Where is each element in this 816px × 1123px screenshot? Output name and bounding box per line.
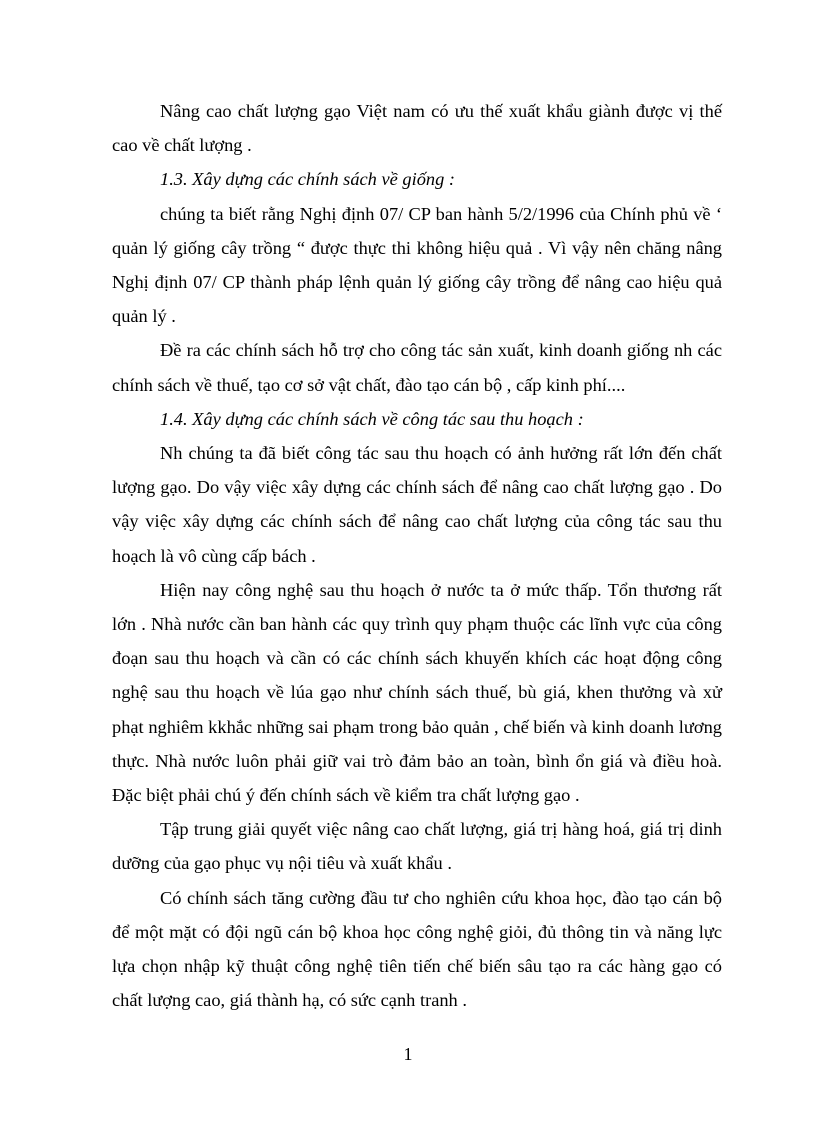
section-heading-1-3: 1.3. Xây dựng các chính sách về giống : — [160, 169, 456, 190]
paragraph-quality-focus: Tập trung giải quyết việc nâng cao chất lượng, giá trị hàng hoá, giá trị dinh dưỡng của gạo phục vụ nội tiêu và xuất khẩu . — [112, 819, 722, 874]
paragraph-seed-support: Đề ra các chính sách hỗ trợ cho công tác sản xuất, kinh doanh giống nh các chính sách về thuế, tạo cơ sở vật chất, đào tạo cán bộ , cấp kinh phí.... — [112, 340, 722, 395]
paragraph-post-harvest-technology: Hiện nay công nghệ sau thu hoạch ở nước ta ở mức thấp. Tổn thương rất lớn . Nhà nước cần ban hành các quy trình quy phạm thuộc các lĩnh vực của công đoạn sau thu hoạch và cần có các chính sách khuyến khích các hoạt động công nghệ sau thu hoạch về lúa gạo như chính sách thuế, bù giá, khen thưởng và xử phạt nghiêm kkhắc những sai phạm trong bảo quản , chế biến và kinh doanh lương thực. Nhà nước luôn phải giữ vai trò đảm bảo an toàn, bình ổn giá và điều hoà. Đặc biệt phải chú ý đến chính sách về kiểm tra chất lượng gạo . — [112, 579, 722, 806]
section-heading-1-4: 1.4. Xây dựng các chính sách về công tác sau thu hoạch : — [160, 408, 584, 429]
paragraph-intro: Nâng cao chất lượng gạo Việt nam có ưu thế xuất khẩu giành được vị thế cao về chất lượng . — [112, 101, 722, 156]
paragraph-seed-decree: chúng ta biết rằng Nghị định 07/ CP ban hành 5/2/1996 của Chính phủ về ‘ quản lý giống cây trồng “ được thực thi không hiệu quả . Vì vậy nên chăng nâng Nghị định 07/ CP thành pháp lệnh quản lý giống cây trồng để nâng cao hiệu quả quản lý . — [112, 203, 722, 327]
paragraph-research-investment: Có chính sách tăng cường đầu tư cho nghiên cứu khoa học, đào tạo cán bộ để một mặt có đội ngũ cán bộ khoa học công nghệ giỏi, đủ thông tin và năng lực lựa chọn nhập kỹ thuật công nghệ tiên tiến chế biến sâu tạo ra các hàng gạo có chất lượng cao, giá thành hạ, có sức cạnh tranh . — [112, 887, 722, 1011]
document-page — [112, 94, 722, 1017]
page-number: 1 — [403, 1044, 413, 1064]
paragraph-post-harvest-importance: Nh chúng ta đã biết công tác sau thu hoạch có ảnh hưởng rất lớn đến chất lượng gạo. Do vậy việc xây dựng các chính sách để nâng cao chất lượng gạo . Do vậy việc xây dựng các chính sách để nâng cao chất lượng của công tác sau thu hoạch là vô cùng cấp bách . — [112, 443, 722, 566]
